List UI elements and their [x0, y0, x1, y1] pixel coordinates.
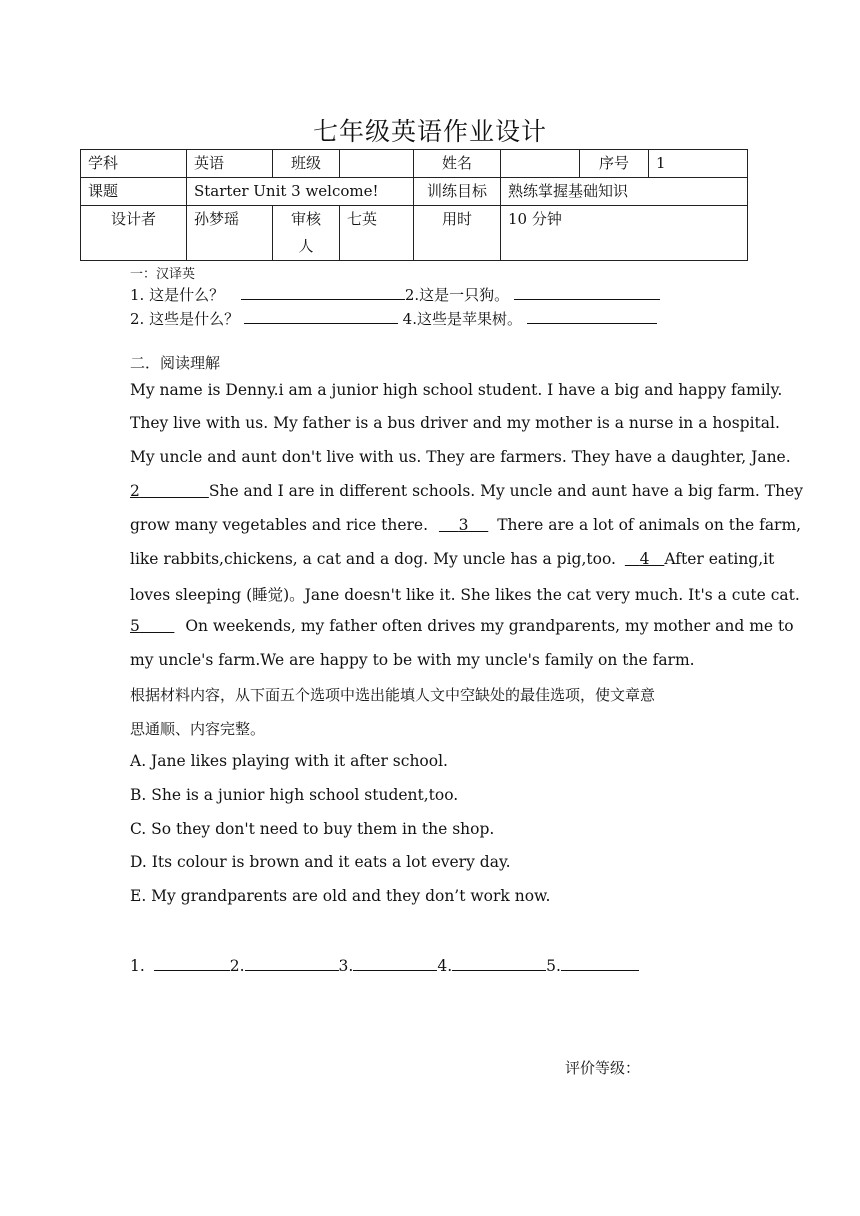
topic-label: 课题 — [81, 178, 187, 206]
seq-value: 1 — [649, 150, 748, 178]
passage-line-5 — [130, 516, 802, 534]
evaluation-label: 评价等级： — [565, 1059, 641, 1077]
q2-blank[interactable] — [514, 285, 660, 300]
answer-line — [130, 956, 730, 975]
passage-line-3: My uncle and aunt don't live with us. They are farmers. They have a daughter, Jane. — [130, 448, 791, 466]
info-table — [80, 149, 748, 261]
passage-line-6a: like rabbits,chickens, a cat and a dog. My uncle has a pig,too. — [130, 550, 616, 568]
blank-3[interactable] — [439, 516, 488, 534]
passage-line-8 — [130, 617, 794, 635]
passage-line-5b: There are a lot of animals on the farm, — [497, 516, 802, 534]
name-label: 姓名 — [414, 150, 501, 178]
time-label: 用时 — [414, 206, 501, 261]
passage-line-1: My name is Denny.i am a junior high school student. I have a big and happy family. — [130, 381, 783, 399]
q3-text: 2. 这些是什么？ — [130, 310, 240, 328]
option-a: A. Jane likes playing with it after school. — [130, 752, 448, 770]
translate-q3 — [130, 308, 657, 329]
answer-5-label: 5. — [546, 957, 561, 975]
q2-text: 2.这是一只狗。 — [404, 286, 510, 304]
passage-line-4-text: She and I are in different schools. My uncle and aunt have a big farm. They — [208, 482, 803, 500]
passage-line-2: They live with us. My father is a bus driver and my mother is a nurse in a hospital. — [130, 414, 780, 432]
answer-4-label: 4. — [437, 957, 453, 975]
passage-line-8-text: On weekends, my father often drives my grandparents, my mother and me to — [185, 617, 794, 635]
answer-3-blank[interactable] — [353, 956, 437, 971]
answer-5-blank[interactable] — [561, 956, 639, 971]
reviewer-label-line1: 审核 — [290, 210, 321, 228]
option-c: C. So they don't need to buy them in the shop. — [130, 820, 495, 838]
answer-1-blank[interactable] — [154, 956, 230, 971]
q3-blank[interactable] — [244, 309, 398, 324]
option-b: B. She is a junior high school student,too. — [130, 786, 459, 804]
class-label: 班级 — [273, 150, 340, 178]
q1-text: 1. 这是什么？ — [130, 286, 225, 304]
passage-line-9: my uncle's farm.We are happy to be with my uncle's family on the farm. — [130, 651, 695, 669]
blank-5[interactable] — [130, 617, 174, 635]
q4-blank[interactable] — [527, 309, 657, 324]
name-value — [501, 150, 580, 178]
passage-line-7: loves sleeping (睡觉)。Jane doesn't like it. She likes the cat very much. It's a cute cat. — [130, 586, 800, 604]
instruction-line-1: 根据材料内容，从下面五个选项中选出能填人文中空缺处的最佳选项，使文章意 — [130, 686, 656, 704]
q4-text: 4.这些是苹果树。 — [402, 310, 522, 328]
reviewer-label-line2: 人 — [298, 237, 314, 255]
blank-3-num: 3 — [458, 516, 469, 534]
blank-2-num: 2 — [130, 482, 140, 500]
subject-label: 学科 — [81, 150, 187, 178]
answer-2-label: 2. — [229, 957, 245, 975]
section2-heading: 二．阅读理解 — [130, 354, 221, 372]
option-d: D. Its colour is brown and it eats a lot every day. — [130, 853, 511, 871]
designer-value: 孙梦瑶 — [187, 206, 273, 261]
passage-line-6 — [130, 550, 775, 568]
blank-4-num: 4 — [639, 550, 650, 568]
translate-q1 — [130, 284, 660, 305]
subject-value: 英语 — [187, 150, 273, 178]
page-title: 七年级英语作业设计 — [312, 117, 547, 146]
blank-4[interactable] — [625, 550, 664, 568]
passage-line-4 — [130, 482, 803, 500]
passage-line-5a: grow many vegetables and rice there. — [130, 516, 429, 534]
section1-heading: 一：汉译英 — [130, 267, 196, 282]
answer-3-label: 3. — [338, 957, 354, 975]
reviewer-value: 七英 — [340, 206, 414, 261]
blank-2[interactable] — [130, 482, 209, 500]
class-value — [340, 150, 414, 178]
answer-2-blank[interactable] — [245, 956, 339, 971]
reviewer-label — [273, 206, 340, 261]
goal-label: 训练目标 — [414, 178, 501, 206]
topic-value: Starter Unit 3 welcome! — [187, 178, 414, 206]
blank-5-num: 5 — [130, 617, 140, 635]
answer-4-blank[interactable] — [452, 956, 546, 971]
option-e: E. My grandparents are old and they don’t work now. — [130, 887, 551, 905]
seq-label: 序号 — [580, 150, 649, 178]
q1-blank[interactable] — [241, 285, 405, 300]
instruction-line-2: 思通顺、内容完整。 — [130, 720, 266, 738]
designer-label: 设计者 — [81, 206, 187, 261]
goal-value: 熟练掌握基础知识 — [501, 178, 748, 206]
time-value: 10 分钟 — [501, 206, 748, 261]
passage-line-6b: After eating,it — [664, 550, 775, 568]
answer-1-label: 1. — [130, 957, 145, 975]
